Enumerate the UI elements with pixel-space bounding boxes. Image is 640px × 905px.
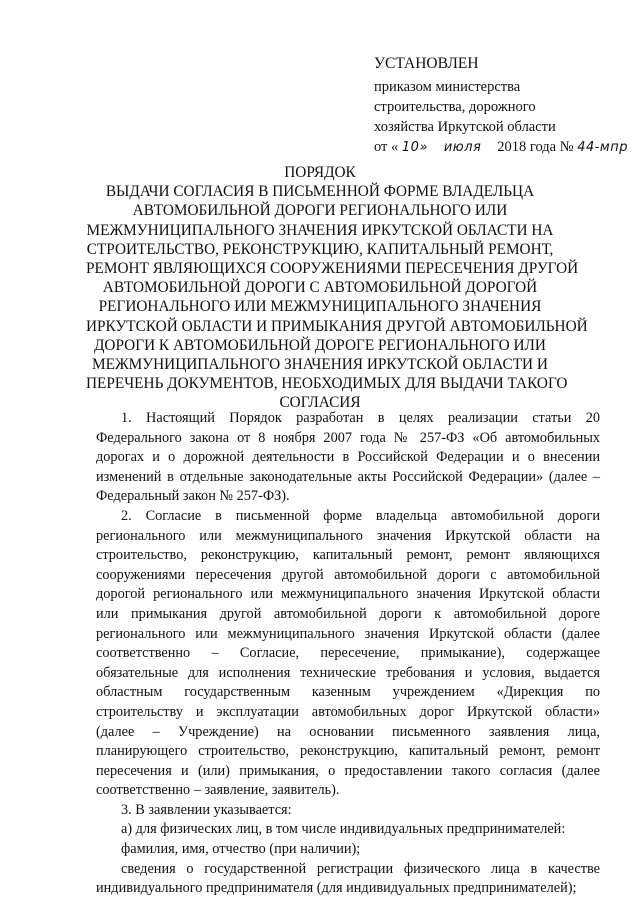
approval-line: приказом министерства	[374, 79, 521, 95]
handwritten-day: 10»	[401, 140, 428, 155]
approval-line: строительства, дорожного	[374, 99, 536, 115]
title-line: ВЫДАЧИ СОГЛАСИЯ В ПИСЬМЕННОЙ ФОРМЕ ВЛАДЕЛЬЦА	[105, 183, 535, 201]
item-a-1: фамилия, имя, отчество (при наличии);	[121, 841, 361, 858]
body-line: строительство, реконструкцию, капитальный ремонт, ремонт являющихся	[96, 547, 600, 564]
date-prefix: от	[374, 139, 388, 155]
body-line: соответственно – Согласие, пересечение, примыкание), содержащее	[96, 645, 600, 662]
handwritten-order-number: 44-мпр	[577, 140, 628, 155]
title-line: ПОРЯДОК	[284, 164, 356, 181]
item-a: а) для физических лиц, в том числе индивидуальных предпринимателей:	[121, 821, 566, 838]
body-line: пересечения и (или) примыкания, о предоставлении такого согласия (далее	[96, 762, 600, 779]
title-line: МЕЖМУНИЦИПАЛЬНОГО ЗНАЧЕНИЯ ИРКУТСКОЙ ОБЛАСТИ И	[92, 356, 548, 374]
title-line: АВТОМОБИЛЬНОЙ ДОРОГИ С АВТОМОБИЛЬНОЙ ДОРОГОЙ	[102, 279, 538, 297]
title-line: РЕМОНТ ЯВЛЯЮЩИХСЯ СООРУЖЕНИЯМИ ПЕРЕСЕЧЕНИЯ ДРУГОЙ	[86, 260, 579, 278]
paragraph-2	[96, 507, 600, 801]
paragraph-1	[96, 409, 600, 507]
date-open-quote: «	[391, 139, 399, 155]
body-line: дорогой регионального или межмуниципального значения Иркутской области	[96, 586, 600, 603]
approval-date-line	[374, 137, 636, 158]
body-line: строительству и эксплуатации автомобильных дорог Иркутской области»	[96, 703, 600, 720]
body-line: регионального или межмуниципального значения Иркутской области (далее	[96, 625, 600, 642]
body-line: областным государственным казенным учреждением «Дирекция по	[96, 684, 600, 701]
body-line: индивидуального предпринимателя (для индивидуальных предпринимателей);	[96, 880, 577, 897]
body-line: (далее – Учреждение) на основании письменного заявления лица,	[96, 723, 600, 740]
title-line: СТРОИТЕЛЬСТВО, РЕКОНСТРУКЦИЮ, КАПИТАЛЬНЫЙ РЕМОНТ,	[86, 240, 554, 258]
body-line: 2. Согласие в письменной форме владельца автомобильной дороги	[121, 507, 600, 524]
body-line: 1. Настоящий Порядок разработан в целях реализации статьи 20	[121, 410, 600, 426]
paragraph-3-heading: 3. В заявлении указывается:	[121, 801, 292, 818]
body-line: изменений в отдельные законодательные акты Российской Федерации» (далее –	[96, 468, 600, 485]
body-line: или примыкания другой автомобильной дороги к автомобильной дороге	[96, 605, 600, 622]
document-title	[86, 163, 588, 413]
body-line: Федерального закона от 8 ноября 2007 года № 257-ФЗ «Об автомобильных	[96, 429, 600, 446]
title-line: РЕГИОНАЛЬНОГО ИЛИ МЕЖМУНИЦИПАЛЬНОГО ЗНАЧЕНИЯ	[98, 298, 542, 316]
body-line: дорогах и о дорожной деятельности в Российской Федерации и о внесении	[96, 449, 600, 466]
approval-stamp	[374, 54, 636, 158]
body-line: сведения о государственной регистрации физического лица в качестве	[121, 860, 600, 877]
body-line: Федеральный закон № 257-ФЗ).	[96, 488, 290, 505]
title-line: ИРКУТСКОЙ ОБЛАСТИ И ПРИМЫКАНИЯ ДРУГОЙ АВТОМОБИЛЬНОЙ	[86, 317, 588, 335]
body-line: сооружениями пересечения другой автомобильной дороги с автомобильной	[96, 566, 600, 583]
body-line: регионального или межмуниципального значения Иркутской области на	[96, 527, 600, 544]
title-line: АВТОМОБИЛЬНОЙ ДОРОГИ РЕГИОНАЛЬНОГО ИЛИ	[132, 202, 508, 220]
date-year-text: 2018 года №	[497, 139, 574, 155]
title-line: МЕЖМУНИЦИПАЛЬНОГО ЗНАЧЕНИЯ ИРКУТСКОЙ ОБЛАСТИ НА	[86, 221, 554, 239]
title-line: ДОРОГИ К АВТОМОБИЛЬНОЙ ДОРОГЕ РЕГИОНАЛЬНОГО ИЛИ	[94, 336, 546, 354]
body-line: планирующего строительство, реконструкцию, капитальный ремонт, ремонт	[96, 743, 600, 760]
paragraph-3	[96, 801, 600, 899]
handwritten-month: июля	[443, 140, 482, 155]
approval-line: хозяйства Иркутской области	[374, 119, 556, 135]
title-line: ПЕРЕЧЕНЬ ДОКУМЕНТОВ, НЕОБХОДИМЫХ ДЛЯ ВЫДАЧИ ТАКОГО	[86, 375, 568, 393]
body-line: соответственно – заявление, заявитель).	[96, 782, 340, 799]
approval-title: УСТАНОВЛЕН	[374, 55, 479, 72]
document-body	[96, 409, 600, 899]
title-line: СОГЛАСИЯ	[279, 394, 361, 412]
body-line: обязательные для исполнения технические требования и условия, выдается	[96, 664, 600, 681]
